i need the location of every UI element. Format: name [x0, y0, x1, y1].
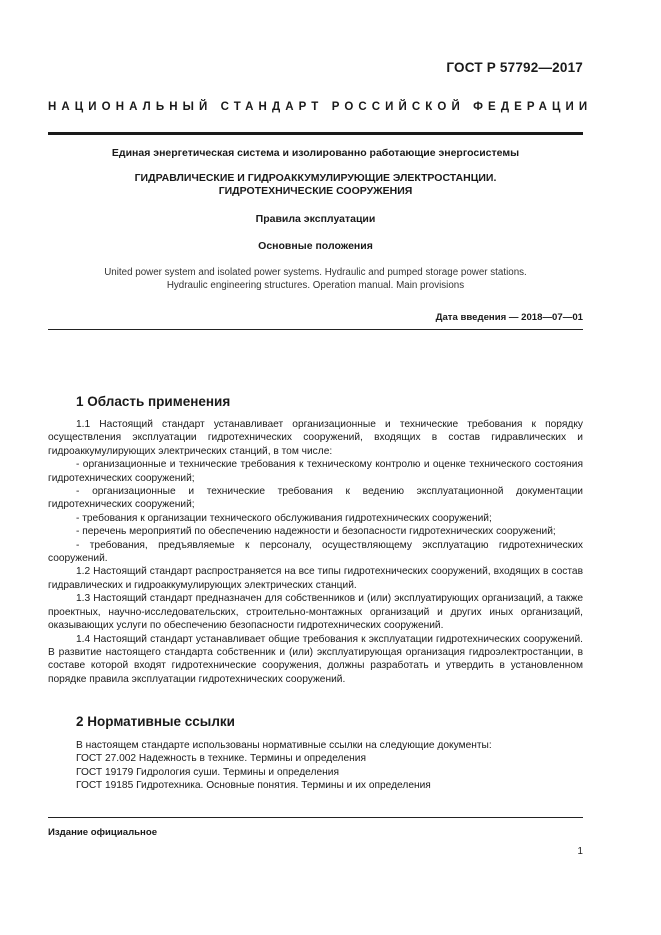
main-title-line-2: ГИДРОТЕХНИЧЕСКИЕ СООРУЖЕНИЯ: [218, 185, 413, 197]
series-title: Единая энергетическая система и изолированно работающие энергосистемы: [111, 147, 520, 159]
section-1-body: [48, 418, 583, 686]
official-edition-label: Издание официальное: [48, 827, 158, 838]
introduction-date: Дата введения — 2018—07—01: [435, 312, 583, 323]
list-item: - требования, предъявляемые к персоналу, осуществляющему эксплуатацию гидротехнических сооружений.: [48, 539, 583, 565]
reference-item: ГОСТ 19185 Гидротехника. Основные понятия. Термины и их определения: [76, 780, 431, 792]
section-2-body: [76, 739, 583, 793]
paragraph-1-4: 1.4 Настоящий стандарт устанавливает общие требования к эксплуатации гидротехнических сооружений. В развитие настоящего стандарта собственник и (или) эксплуатирующая организация гидроэлектростанции, в составе которой входят гидротехнические сооружения, должны разработать и утвердить в установленном порядке правила эксплуатации гидротехнических сооружений.: [48, 633, 583, 685]
english-title-line-2: Hydraulic engineering structures. Operation manual. Main provisions: [166, 279, 465, 291]
subtitle-provisions: Основные положения: [258, 240, 373, 252]
paragraph-1-3: 1.3 Настоящий стандарт предназначен для собственников и (или) эксплуатирующих организаций, а также проектных, научно-исследовательских, строительно-монтажных организаций и других иных организаций, оказывающих услуги по обеспечению безопасности гидротехнических сооружений.: [48, 593, 583, 632]
date-rule: [48, 329, 583, 330]
english-title: [48, 267, 583, 292]
paragraph-1-2: 1.2 Настоящий стандарт распространяется на все типы гидротехнических сооружений, входящих в состав гидравлических и гидроаккумулирующих электрических станций.: [48, 566, 583, 591]
list-item: - перечень мероприятий по обеспечению надежности и безопасности гидротехнических сооружений;: [76, 526, 556, 538]
list-item: - требования к организации технического обслуживания гидротехнических сооружений;: [76, 512, 492, 524]
subtitle-rules: Правила эксплуатации: [255, 213, 376, 225]
document-number: ГОСТ Р 57792—2017: [446, 60, 583, 75]
reference-item: ГОСТ 27.002 Надежность в технике. Термины и определения: [76, 753, 366, 765]
english-title-line-1: United power system and isolated power systems. Hydraulic and pumped storage power stations.: [104, 267, 527, 278]
list-item: - организационные и технические требования к ведению эксплуатационной документации гидротехнических сооружений;: [48, 486, 583, 511]
national-standard-title: НАЦИОНАЛЬНЫЙ СТАНДАРТ РОССИЙСКОЙ ФЕДЕРАЦИИ: [48, 101, 593, 113]
paragraph-1-1: 1.1 Настоящий стандарт устанавливает организационные и технические требования к порядку осуществления эксплуатации гидротехнических сооружений, входящих в состав гидравлических и гидроаккумулирующих электрических станций, в том числе:: [48, 419, 583, 457]
footer-rule: [48, 817, 583, 818]
main-title: [48, 172, 583, 198]
section-2-heading: 2 Нормативные ссылки: [76, 714, 235, 729]
main-title-line-1: ГИДРАВЛИЧЕСКИЕ И ГИДРОАККУМУЛИРУЮЩИЕ ЭЛЕКТРОСТАНЦИИ.: [134, 172, 497, 184]
section-1-heading: 1 Область применения: [76, 394, 231, 409]
reference-item: ГОСТ 19179 Гидрология суши. Термины и определения: [76, 766, 339, 778]
list-item: - организационные и технические требования к техническому контролю и оценке технического состояния гидротехнических сооружений;: [48, 459, 583, 484]
references-intro: В настоящем стандарте использованы нормативные ссылки на следующие документы:: [76, 740, 492, 751]
header-rule: [48, 132, 583, 135]
page-number: 1: [577, 846, 583, 857]
